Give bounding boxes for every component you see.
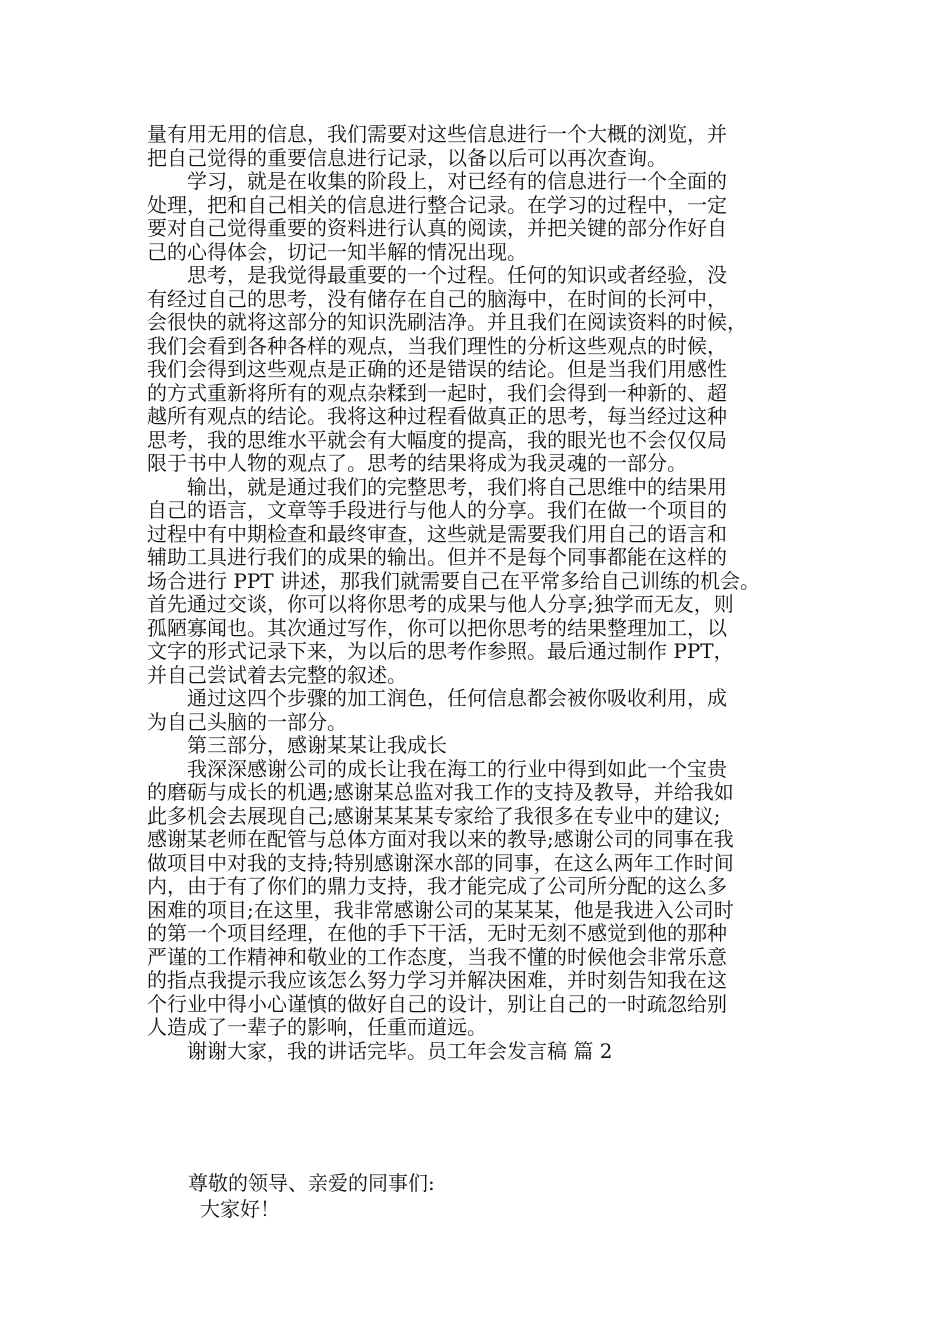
text-line: 有经过自己的思考，没有储存在自己的脑海中，在时间的长河中， — [147, 286, 727, 311]
greeting-line: 大家好！ — [200, 1197, 280, 1221]
text-line: 过程中有中期检查和最终审查，这些就是需要我们用自己的语言和 — [147, 521, 727, 546]
text-line: 我深深感谢公司的成长让我在海工的行业中得到如此一个宝贵 — [147, 756, 727, 781]
text-line: 越所有观点的结论。我将这种过程看做真正的思考，每当经过这种 — [147, 404, 727, 428]
text-line: 要对自己觉得重要的资料进行认真的阅读，并把关键的部分作好自 — [147, 216, 727, 240]
text-line: 孤陋寡闻也。其次通过写作，你可以把你思考的结果整理加工，以 — [147, 615, 727, 640]
text-line: 文字的形式记录下来，为以后的思考作参照。最后通过制作 PPT， — [147, 639, 734, 663]
text-line: 做项目中对我的支持;特别感谢深水部的同事，在这么两年工作时间 — [147, 850, 734, 875]
text-line: 感谢某老师在配管与总体方面对我以来的教导;感谢公司的同事在我 — [147, 827, 734, 851]
text-line: 会很快的就将这部分的知识洗刷洁净。并且我们在阅读资料的时候， — [147, 310, 747, 334]
text-line: 严谨的工作精神和敬业的工作态度，当我不懂的时候他会非常乐意 — [147, 944, 727, 969]
text-line: 我们会看到各种各样的观点，当我们理性的分析这些观点的时候， — [147, 333, 727, 358]
text-line: 个行业中得小心谨慎的做好自己的设计，别让自己的一时疏忽给别 — [147, 991, 727, 1016]
text-line: 困难的项目;在这里，我非常感谢公司的某某某，他是我进入公司时 — [147, 897, 734, 922]
text-line: 量有用无用的信息，我们需要对这些信息进行一个大概的浏览，并 — [147, 122, 727, 146]
text-line: 我们会得到这些观点是正确的还是错误的结论。但是当我们用感性 — [147, 357, 727, 381]
text-line: 学习，就是在收集的阶段上，对已经有的信息进行一个全面的 — [147, 169, 727, 193]
text-line: 思考，我的思维水平就会有大幅度的提高，我的眼光也不会仅仅局 — [147, 427, 727, 452]
text-line: 把自己觉得的重要信息进行记录，以备以后可以再次查询。 — [147, 145, 667, 170]
text-line: 内，由于有了你们的鼎力支持，我才能完成了公司所分配的这么多 — [147, 874, 727, 898]
text-line: 此多机会去展现自己;感谢某某某专家给了我很多在专业中的建议; — [147, 803, 721, 828]
text-line: 第三部分，感谢某某让我成长 — [147, 733, 447, 757]
text-line: 的磨砺与成长的机遇;感谢某总监对我工作的支持及教导，并给我如 — [147, 780, 734, 804]
text-line: 的方式重新将所有的观点杂糅到一起时，我们会得到一种新的、超 — [147, 380, 727, 405]
text-line: 自己的语言，文章等手段进行与他人的分享。我们在做一个项目的 — [147, 498, 727, 522]
document-body — [147, 123, 812, 1063]
text-line: 辅助工具进行我们的成果的输出。但并不是每个同事都能在这样的 — [147, 545, 727, 569]
text-line: 己的心得体会，切记一知半解的情况出现。 — [147, 239, 527, 264]
salutation-line: 尊敬的领导、亲爱的同事们: — [188, 1171, 435, 1195]
text-line: 首先通过交谈，你可以将你思考的成果与他人分享;独学而无友，则 — [147, 592, 734, 616]
text-line: 的指点我提示我应该怎么努力学习并解决困难，并时刻告知我在这 — [147, 968, 727, 992]
text-line: 并自己尝试着去完整的叙述。 — [147, 662, 407, 687]
text-line: 谢谢大家，我的讲话完毕。员工年会发言稿 篇 2 — [147, 1038, 613, 1063]
text-line: 输出，就是通过我们的完整思考，我们将自己思维中的结果用 — [147, 474, 727, 499]
text-line: 限于书中人物的观点了。思考的结果将成为我灵魂的一部分。 — [147, 451, 687, 475]
text-line: 通过这四个步骤的加工润色，任何信息都会被你吸收利用，成 — [147, 686, 727, 710]
text-line: 的第一个项目经理，在他的手下干活，无时无刻不感觉到他的那种 — [147, 921, 727, 945]
text-line: 场合进行 PPT 讲述，那我们就需要自己在平常多给自己训练的机会。 — [147, 568, 760, 593]
text-line: 思考，是我觉得最重要的一个过程。任何的知识或者经验，没 — [147, 263, 727, 287]
text-line: 为自己头脑的一部分。 — [147, 709, 347, 734]
text-line: 人造成了一辈子的影响，任重而道远。 — [147, 1015, 487, 1039]
text-line: 处理，把和自己相关的信息进行整合记录。在学习的过程中，一定 — [147, 192, 727, 217]
